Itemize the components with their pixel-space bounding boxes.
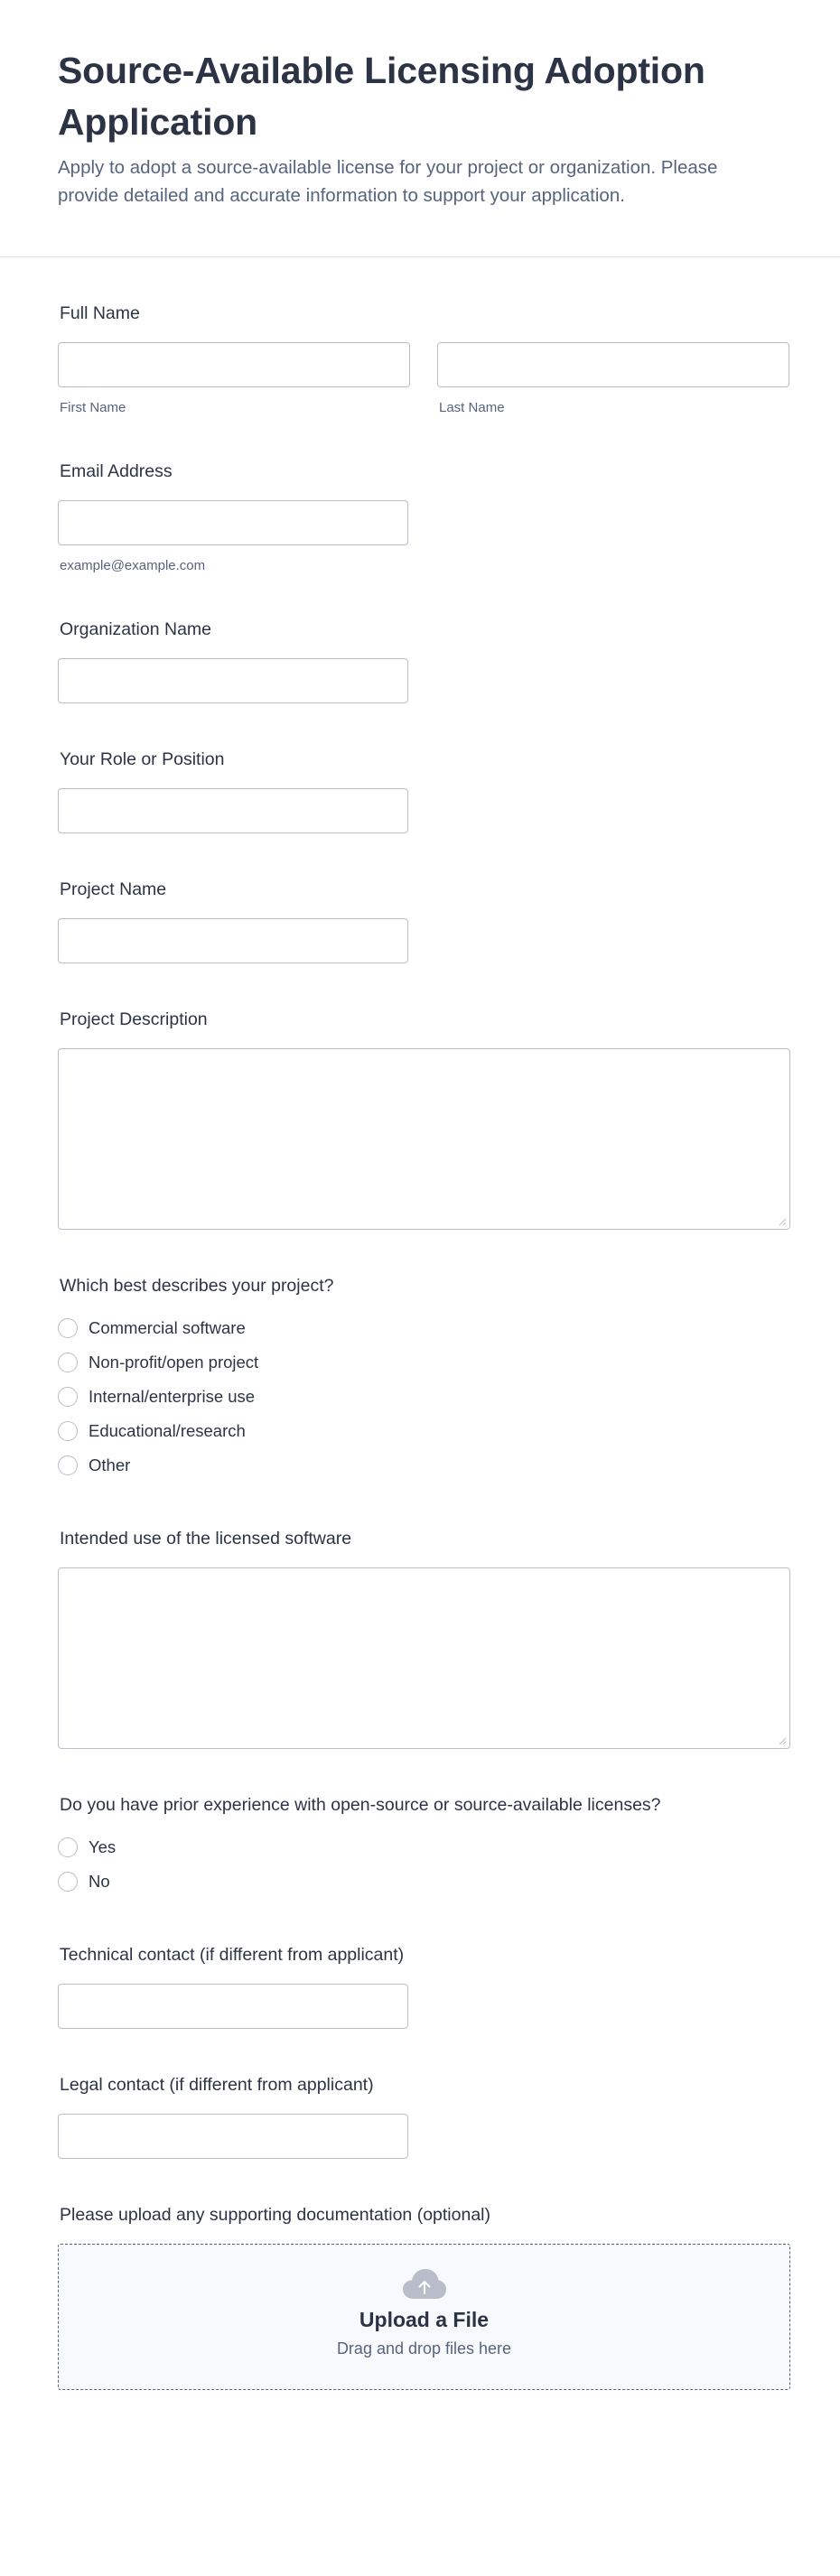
radio-option-label: Yes <box>89 1837 117 1856</box>
resize-grip-icon[interactable] <box>778 1217 787 1226</box>
project-name-field <box>58 879 791 963</box>
full-name-field <box>58 302 791 415</box>
last-name-input[interactable] <box>437 342 789 387</box>
technical-contact-label: Technical contact (if different from applicant) <box>60 1945 405 1965</box>
cloud-upload-icon <box>402 2268 447 2301</box>
application-form <box>0 302 840 2390</box>
project-description-field <box>58 1009 791 1230</box>
page-title: Source-Available Licensing Adoption Application <box>58 50 705 143</box>
role-label: Your Role or Position <box>60 749 225 769</box>
radio-option[interactable] <box>58 1448 791 1483</box>
first-name-sublabel: First Name <box>60 400 126 415</box>
radio-option[interactable] <box>58 1830 791 1865</box>
radio-circle[interactable] <box>58 1421 78 1441</box>
radio-option[interactable] <box>58 1865 791 1899</box>
radio-circle[interactable] <box>58 1837 78 1857</box>
radio-circle[interactable] <box>58 1455 78 1475</box>
organization-field <box>58 618 791 703</box>
intended-use-label: Intended use of the licensed software <box>60 1529 352 1548</box>
prior-experience-label: Do you have prior experience with open-source or source-available licenses? <box>60 1795 661 1815</box>
email-field-group <box>58 460 791 573</box>
legal-contact-field <box>58 2074 791 2159</box>
radio-option[interactable] <box>58 1345 791 1380</box>
form-header <box>0 0 840 257</box>
first-name-input[interactable] <box>58 342 410 387</box>
project-name-input[interactable] <box>58 918 408 963</box>
radio-circle[interactable] <box>58 1318 78 1338</box>
radio-option-label: Other <box>89 1455 131 1474</box>
project-type-field <box>58 1275 791 1483</box>
email-input[interactable] <box>58 500 408 545</box>
radio-option-label: Non-profit/open project <box>89 1353 259 1372</box>
role-input[interactable] <box>58 788 408 833</box>
project-type-label: Which best describes your project? <box>60 1276 334 1296</box>
email-label: Email Address <box>60 461 173 481</box>
last-name-sublabel: Last Name <box>439 400 505 415</box>
project-description-label: Project Description <box>60 1009 208 1029</box>
intended-use-field <box>58 1528 791 1749</box>
organization-label: Organization Name <box>60 619 211 639</box>
page-subtitle: Apply to adopt a source-available license for your project or organization. Please provide detailed and accurate information to support your application. <box>58 157 718 206</box>
project-type-options <box>58 1311 791 1483</box>
legal-contact-label: Legal contact (if different from applicant) <box>60 2075 374 2095</box>
role-field <box>58 749 791 833</box>
radio-option-label: Commercial software <box>89 1318 246 1337</box>
project-name-label: Project Name <box>60 879 167 899</box>
email-sublabel: example@example.com <box>60 558 206 573</box>
upload-field <box>58 2204 791 2390</box>
technical-contact-input[interactable] <box>58 1984 408 2029</box>
radio-option-label: No <box>89 1872 110 1891</box>
prior-experience-field <box>58 1794 791 1899</box>
upload-title: Upload a File <box>359 2308 490 2331</box>
radio-circle[interactable] <box>58 1353 78 1372</box>
technical-contact-field <box>58 1944 791 2029</box>
radio-circle[interactable] <box>58 1387 78 1407</box>
full-name-label: Full Name <box>60 303 140 323</box>
radio-option[interactable] <box>58 1414 791 1448</box>
radio-option-label: Internal/enterprise use <box>89 1387 256 1406</box>
prior-experience-options <box>58 1830 791 1899</box>
upload-label: Please upload any supporting documentation (optional) <box>60 2205 490 2225</box>
file-upload-dropzone[interactable] <box>58 2244 790 2390</box>
intended-use-textarea[interactable] <box>58 1567 790 1749</box>
upload-subtitle: Drag and drop files here <box>336 2339 512 2357</box>
radio-option[interactable] <box>58 1311 791 1345</box>
project-description-textarea[interactable] <box>58 1048 790 1230</box>
legal-contact-input[interactable] <box>58 2114 408 2159</box>
organization-input[interactable] <box>58 658 408 703</box>
radio-option-label: Educational/research <box>89 1421 246 1440</box>
resize-grip-icon[interactable] <box>778 1736 787 1745</box>
radio-circle[interactable] <box>58 1872 78 1892</box>
radio-option[interactable] <box>58 1380 791 1414</box>
